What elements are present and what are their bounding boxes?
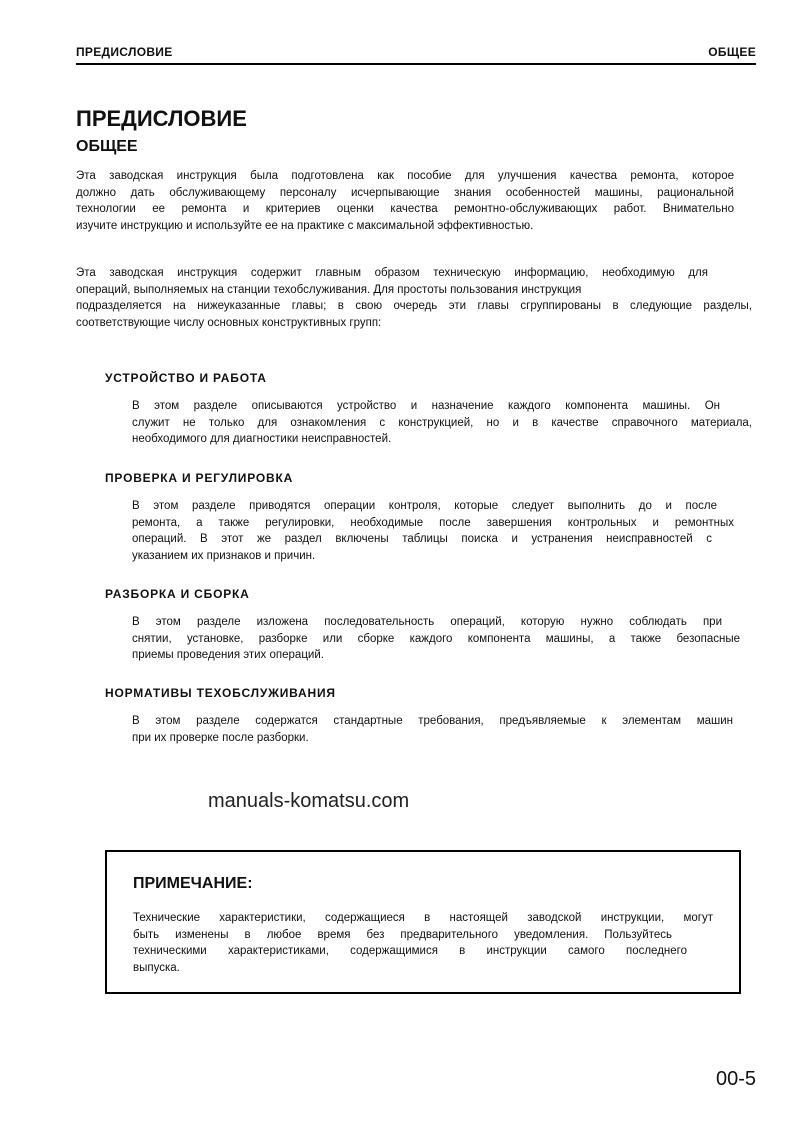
intro-paragraph-2 <box>76 265 752 331</box>
section-text <box>132 398 752 448</box>
text-line: выпуска. <box>133 961 180 974</box>
watermark: manuals-komatsu.com <box>208 790 410 812</box>
section-title: УСТРОЙСТВО И РАБОТА <box>105 371 267 385</box>
section-title: ПРОВЕРКА И РЕГУЛИРОВКА <box>105 471 294 485</box>
text-line: должно дать обслуживающему персоналу исчерпывающие знания особенностей машины, рациональной <box>76 186 734 199</box>
text-line: техническими характеристиками, содержащимися в инструкции самого последнего <box>133 945 687 957</box>
text-line: операций, выполняемых на станции техобслуживания. Для простоты пользования инструкция <box>76 283 582 296</box>
text-line: подразделяется на нижеуказанные главы; в свою очередь эти главы сгруппированы в следующие разделы, <box>76 300 752 312</box>
header-rule <box>76 63 756 65</box>
note-title: ПРИМЕЧАНИЕ: <box>133 875 253 892</box>
text-line: ремонта, а также регулировки, необходимые после завершения контрольных и ремонтных <box>132 516 734 529</box>
section-text <box>132 713 733 746</box>
page-number: 00-5 <box>715 1068 756 1090</box>
text-line: В этом разделе приводятся операции контроля, которые следует выполнить до и после <box>132 500 717 512</box>
header-right: ОБЩЕЕ <box>708 45 756 59</box>
section-title: НОРМАТИВЫ ТЕХОБСЛУЖИВАНИЯ <box>105 686 336 700</box>
intro-paragraph-1 <box>76 168 734 234</box>
text-line: служит не только для ознакомления с конструкцией, но и в качестве справочного материала, <box>132 416 752 429</box>
text-line: быть изменены в любое время без предварительного уведомления. Пользуйтесь <box>133 928 672 941</box>
text-line: В этом разделе описываются устройство и назначение каждого компонента машины. Он <box>132 400 720 412</box>
text-line: В этом разделе изложена последовательность операций, которую нужно соблюдать при <box>132 616 722 628</box>
text-line: необходимого для диагностики неисправностей. <box>132 433 392 445</box>
text-line: соответствующие числу основных конструктивных групп: <box>76 316 382 329</box>
text-line: технологии ее ремонта и критериев оценки качества ремонтно-обслуживающих работ. Внимательно <box>76 203 734 215</box>
text-line: при их проверке после разборки. <box>132 731 309 744</box>
text-line: указанием их признаков и причин. <box>132 549 316 562</box>
section-text <box>132 498 734 564</box>
text-line: Технические характеристики, содержащиеся в настоящей заводской инструкции, могут <box>133 912 713 924</box>
text-line: приемы проведения этих операций. <box>132 649 324 661</box>
section-text <box>132 614 740 664</box>
text-line: Эта заводская инструкция содержит главным образом техническую информацию, необходимую для <box>76 267 708 279</box>
text-line: В этом разделе содержатся стандартные требования, предъявляемые к элементам машин <box>132 715 733 727</box>
text-line: Эта заводская инструкция была подготовлена как пособие для улучшения качества ремонта, которое <box>76 170 734 182</box>
note-text <box>133 910 713 976</box>
text-line: снятии, установке, разборке или сборке каждого компонента машины, а также безопасные <box>132 632 740 645</box>
text-line: изучите инструкцию и используйте ее на практике с максимальной эффективностью. <box>76 219 534 232</box>
header-left: ПРЕДИСЛОВИЕ <box>76 45 173 59</box>
section-title: РАЗБОРКА И СБОРКА <box>105 587 250 601</box>
text-line: операций. В этот же раздел включены таблицы поиска и устранения неисправностей с <box>132 533 712 545</box>
page-subtitle: ОБЩЕЕ <box>76 138 138 155</box>
page-title: ПРЕДИСЛОВИЕ <box>76 106 247 131</box>
